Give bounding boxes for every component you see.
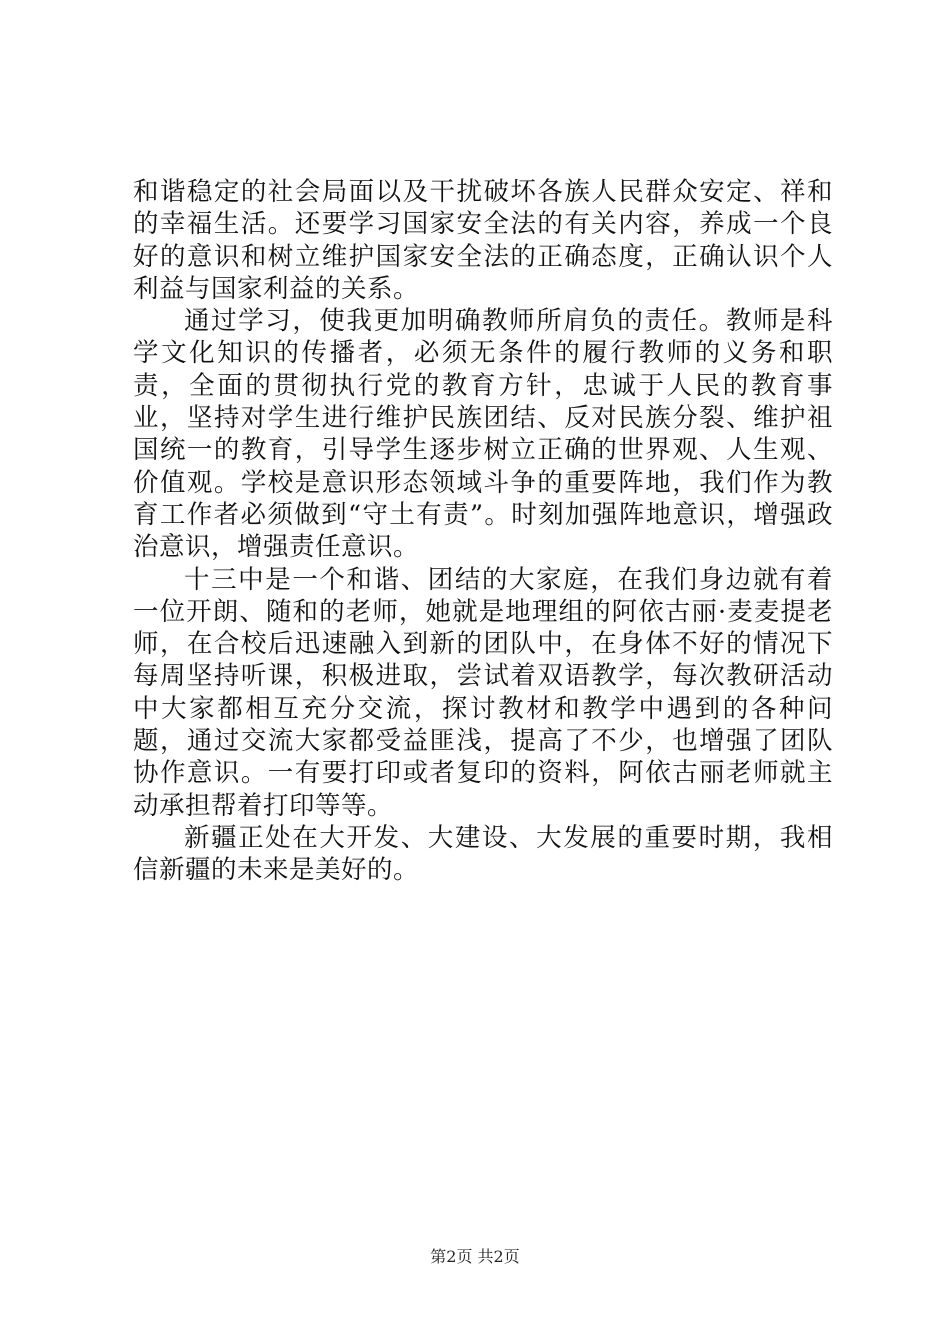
paragraph-1: 和谐稳定的社会局面以及干扰破坏各族人民群众安定、祥和的幸福生活。还要学习国家安全法的有关内容，养成一个良好的意识和树立维护国家安全法的正确态度，正确认识个人利益与国家利益的关系。 <box>133 177 833 304</box>
paragraph-4: 新疆正处在大开发、大建设、大发展的重要时期，我相信新疆的未来是美好的。 <box>133 822 833 886</box>
document-body <box>133 176 833 887</box>
paragraph-2: 通过学习，使我更加明确教师所肩负的责任。教师是科学文化知识的传播者，必须无条件的履行教师的义务和职责，全面的贯彻执行党的教育方针，忠诚于人民的教育事业，坚持对学生进行维护民族团结、反对民族分裂、维护祖国统一的教育，引导学生逐步树立正确的世界观、人生观、价值观。学校是意识形态领域斗争的重要阵地，我们作为教育工作者必须做到“守土有责”。时刻加强阵地意识，增强政治意识，增强责任意识。 <box>133 306 833 563</box>
paragraph-3: 十三中是一个和谐、团结的大家庭，在我们身边就有着一位开朗、随和的老师，她就是地理组的阿依古丽·麦麦提老师，在合校后迅速融入到新的团队中，在身体不好的情况下每周坚持听课，积极进取，尝试着双语教学，每次教研活动中大家都相互充分交流，探讨教材和教学中遇到的各种问题，通过交流大家都受益匪浅，提高了不少，也增强了团队协作意识。一有要打印或者复印的资料，阿依古丽老师就主动承担帮着打印等等。 <box>133 564 833 821</box>
page-number-footer: 第2页 共2页 <box>430 1247 520 1266</box>
